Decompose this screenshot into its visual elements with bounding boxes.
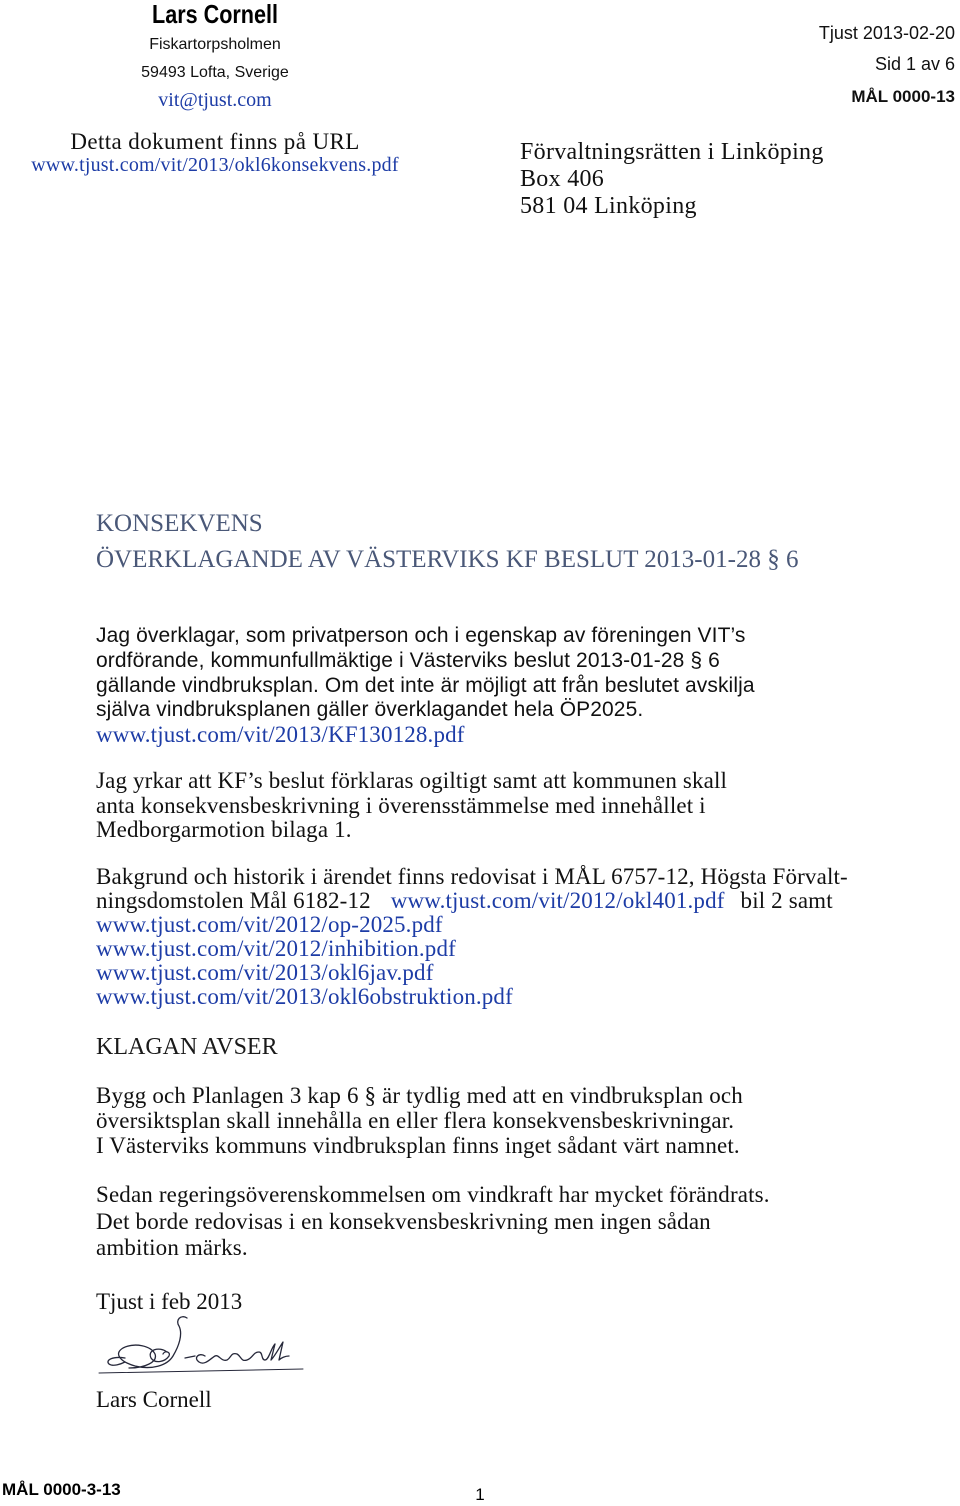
signer-name: Lars Cornell: [96, 1387, 212, 1412]
claim-paragraph: [96, 769, 727, 843]
paragraph-line: [96, 985, 848, 1009]
paragraph-line: [96, 961, 848, 985]
paragraph-line: Det borde redovisas i en konsekvensbeskrivning men ingen sådan: [96, 1208, 711, 1234]
paragraph-line: [96, 913, 848, 937]
document-url-container: [0, 153, 430, 177]
reference-link[interactable]: www.tjust.com/vit/2013/okl6jav.pdf: [96, 960, 434, 985]
recipient-line: Förvaltningsrätten i Linköping: [520, 139, 824, 165]
paragraph-line: Jag överklagar, som privatperson och i egenskap av föreningen VIT’s: [96, 624, 746, 647]
reference-link[interactable]: www.tjust.com/vit/2013/okl6obstruktion.pdf: [96, 984, 513, 1009]
document-url-note: Detta dokument finns på URL: [70, 129, 360, 154]
background-paragraph: [96, 865, 848, 1009]
sender-street: Fiskartorpsholmen: [149, 36, 281, 53]
paragraph-line: I Västerviks kommuns vindbruksplan finns inget sådant värt namnet.: [96, 1133, 740, 1158]
paragraph-line: Bygg och Planlagen 3 kap 6 § är tydlig med att en vindbruksplan och: [96, 1083, 743, 1108]
sender-name: Lars Cornell: [152, 0, 278, 29]
objection-paragraph: [96, 1083, 743, 1158]
intro-paragraph: [96, 624, 755, 748]
paragraph-line: Bakgrund och historik i ärendet finns redovisat i MÅL 6757-12, Högsta Förvalt-: [96, 864, 848, 889]
paragraph-line: ambition märks.: [96, 1235, 248, 1260]
paragraph-line: [96, 889, 848, 913]
sender-email-container: [0, 88, 430, 112]
sender-postal-address: 59493 Lofta, Sverige: [141, 64, 289, 81]
paragraph-line: själva vindbruksplanen gäller överklagandet hela ÖP2025.: [96, 698, 644, 722]
recipient-address: [520, 139, 824, 220]
change-paragraph: [96, 1182, 770, 1262]
decision-link[interactable]: www.tjust.com/vit/2013/KF130128.pdf: [96, 722, 465, 748]
recipient-line: Box 406: [520, 166, 605, 192]
case-number: MÅL 0000-13: [851, 87, 955, 106]
paragraph-text: ningsdomstolen Mål 6182-12: [96, 888, 371, 913]
document-title: KONSEKVENS: [96, 510, 263, 537]
paragraph-line: gällande vindbruksplan. Om det inte är möjligt att från beslutet avskilja: [96, 673, 755, 697]
paragraph-line: anta konsekvensbeskrivning i överensstämmelse med innehållet i: [96, 792, 706, 818]
paragraph-line: Jag yrkar att KF’s beslut förklaras ogiltigt samt att kommunen skall: [96, 768, 728, 793]
closing-place-date: Tjust i feb 2013: [96, 1289, 243, 1314]
handwritten-signature-icon: [95, 1312, 310, 1384]
meta-block: [635, 0, 955, 110]
place-date: Tjust 2013-02-20: [818, 23, 955, 43]
page-indicator: Sid 1 av 6: [874, 54, 955, 74]
reference-link[interactable]: www.tjust.com/vit/2012/inhibition.pdf: [96, 936, 456, 961]
document-url-link[interactable]: www.tjust.com/vit/2013/okl6konsekvens.pdf: [31, 154, 399, 176]
reference-link[interactable]: www.tjust.com/vit/2012/op-2025.pdf: [96, 912, 443, 937]
footer-case-number: MÅL 0000-3-13: [2, 1480, 121, 1499]
sender-email-link[interactable]: vit@tjust.com: [158, 89, 272, 111]
document-subtitle: ÖVERKLAGANDE AV VÄSTERVIKS KF BESLUT 2013-01-28 § 6: [96, 546, 799, 573]
paragraph-line: [96, 937, 848, 961]
recipient-line: 581 04 Linköping: [520, 193, 697, 219]
paragraph-line: Sedan regeringsöverenskommelsen om vindkraft har mycket förändrats.: [96, 1182, 770, 1207]
paragraph-line: översiktsplan skall innehålla en eller flera konsekvensbeskrivningar.: [96, 1108, 735, 1133]
section-heading: KLAGAN AVSER: [96, 1034, 278, 1060]
paragraph-line: Medborgarmotion bilaga 1.: [96, 817, 352, 842]
reference-link[interactable]: www.tjust.com/vit/2012/okl401.pdf: [390, 888, 725, 913]
paragraph-line: [96, 723, 755, 748]
paragraph-text: bil 2 samt: [740, 888, 833, 913]
footer-page-number: 1: [475, 1485, 485, 1504]
paragraph-line: ordförande, kommunfullmäktige i Västerviks beslut 2013-01-28 § 6: [96, 648, 720, 672]
sender-block: [0, 0, 430, 180]
